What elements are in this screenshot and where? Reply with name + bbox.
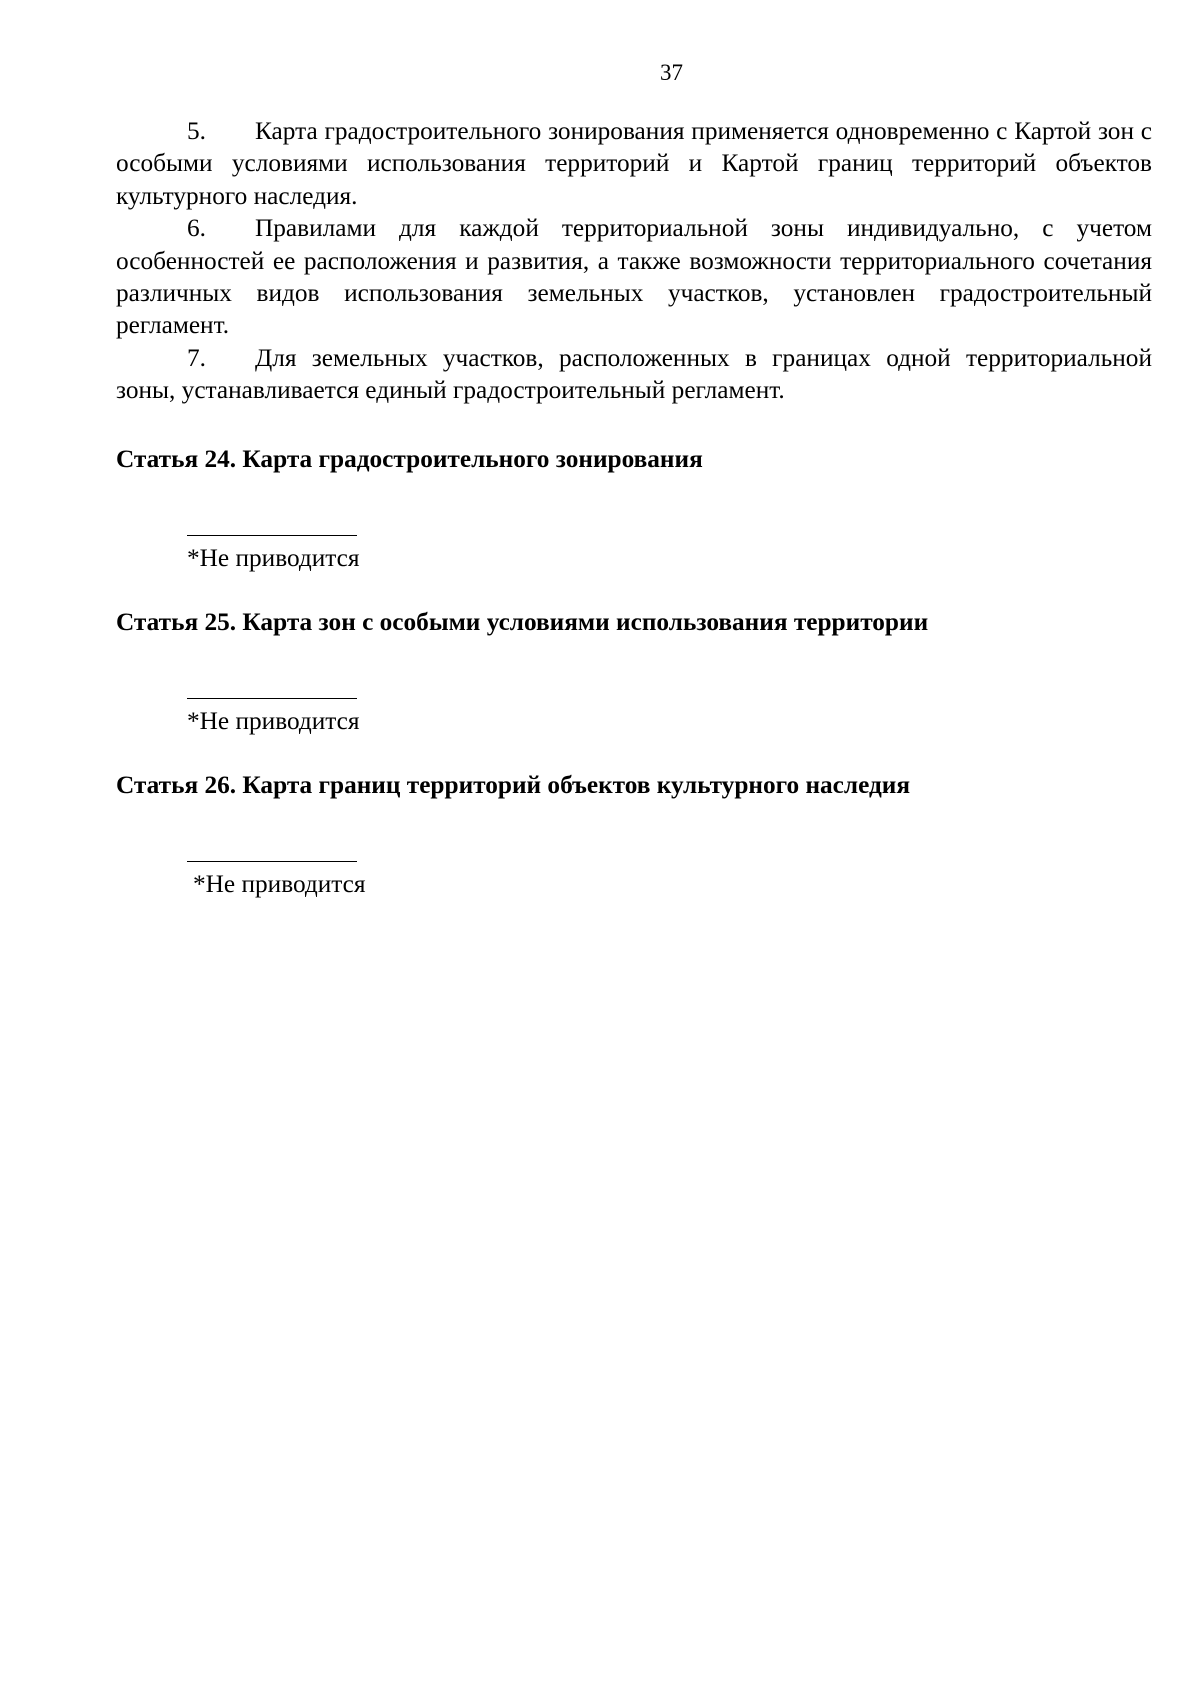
- paragraph-5: [116, 115, 1152, 212]
- paragraph-text: Для земельных участков, расположенных в границах одной территориальной зоны, устанавливается единый градостроительный регламент.: [116, 343, 1152, 405]
- paragraph-number: 5.: [187, 117, 206, 145]
- footnote-rule: [187, 861, 357, 862]
- paragraph-text: Карта градостроительного зонирования применяется одновременно с Картой зон с особыми условиями использования территорий и Картой границ территорий объектов культурного наследия.: [116, 117, 1152, 210]
- article-24-footnote: *Не приводится: [187, 544, 360, 572]
- paragraph-6: [116, 212, 1152, 342]
- footnote-rule: [187, 698, 357, 699]
- body-text: [116, 115, 1152, 407]
- paragraph-number: 6.: [187, 214, 206, 243]
- article-24-heading: Статья 24. Карта градостроительного зонирования: [116, 445, 703, 473]
- page-number: 37: [660, 60, 683, 85]
- footnote-rule: [187, 535, 357, 536]
- paragraph-7: [116, 342, 1152, 407]
- article-26-heading: Статья 26. Карта границ территорий объектов культурного наследия: [116, 771, 911, 799]
- paragraph-number: 7.: [187, 343, 206, 372]
- article-25-footnote: *Не приводится: [187, 707, 360, 735]
- article-26-footnote: *Не приводится: [193, 870, 366, 898]
- paragraph-text: Правилами для каждой территориальной зоны индивидуально, с учетом особенностей ее расположения и развития, а также возможности территориального сочетания различных видов использования земельных участков, установлен градостроительный регламент.: [116, 214, 1152, 340]
- article-25-heading: Статья 25. Карта зон с особыми условиями использования территории: [116, 608, 929, 636]
